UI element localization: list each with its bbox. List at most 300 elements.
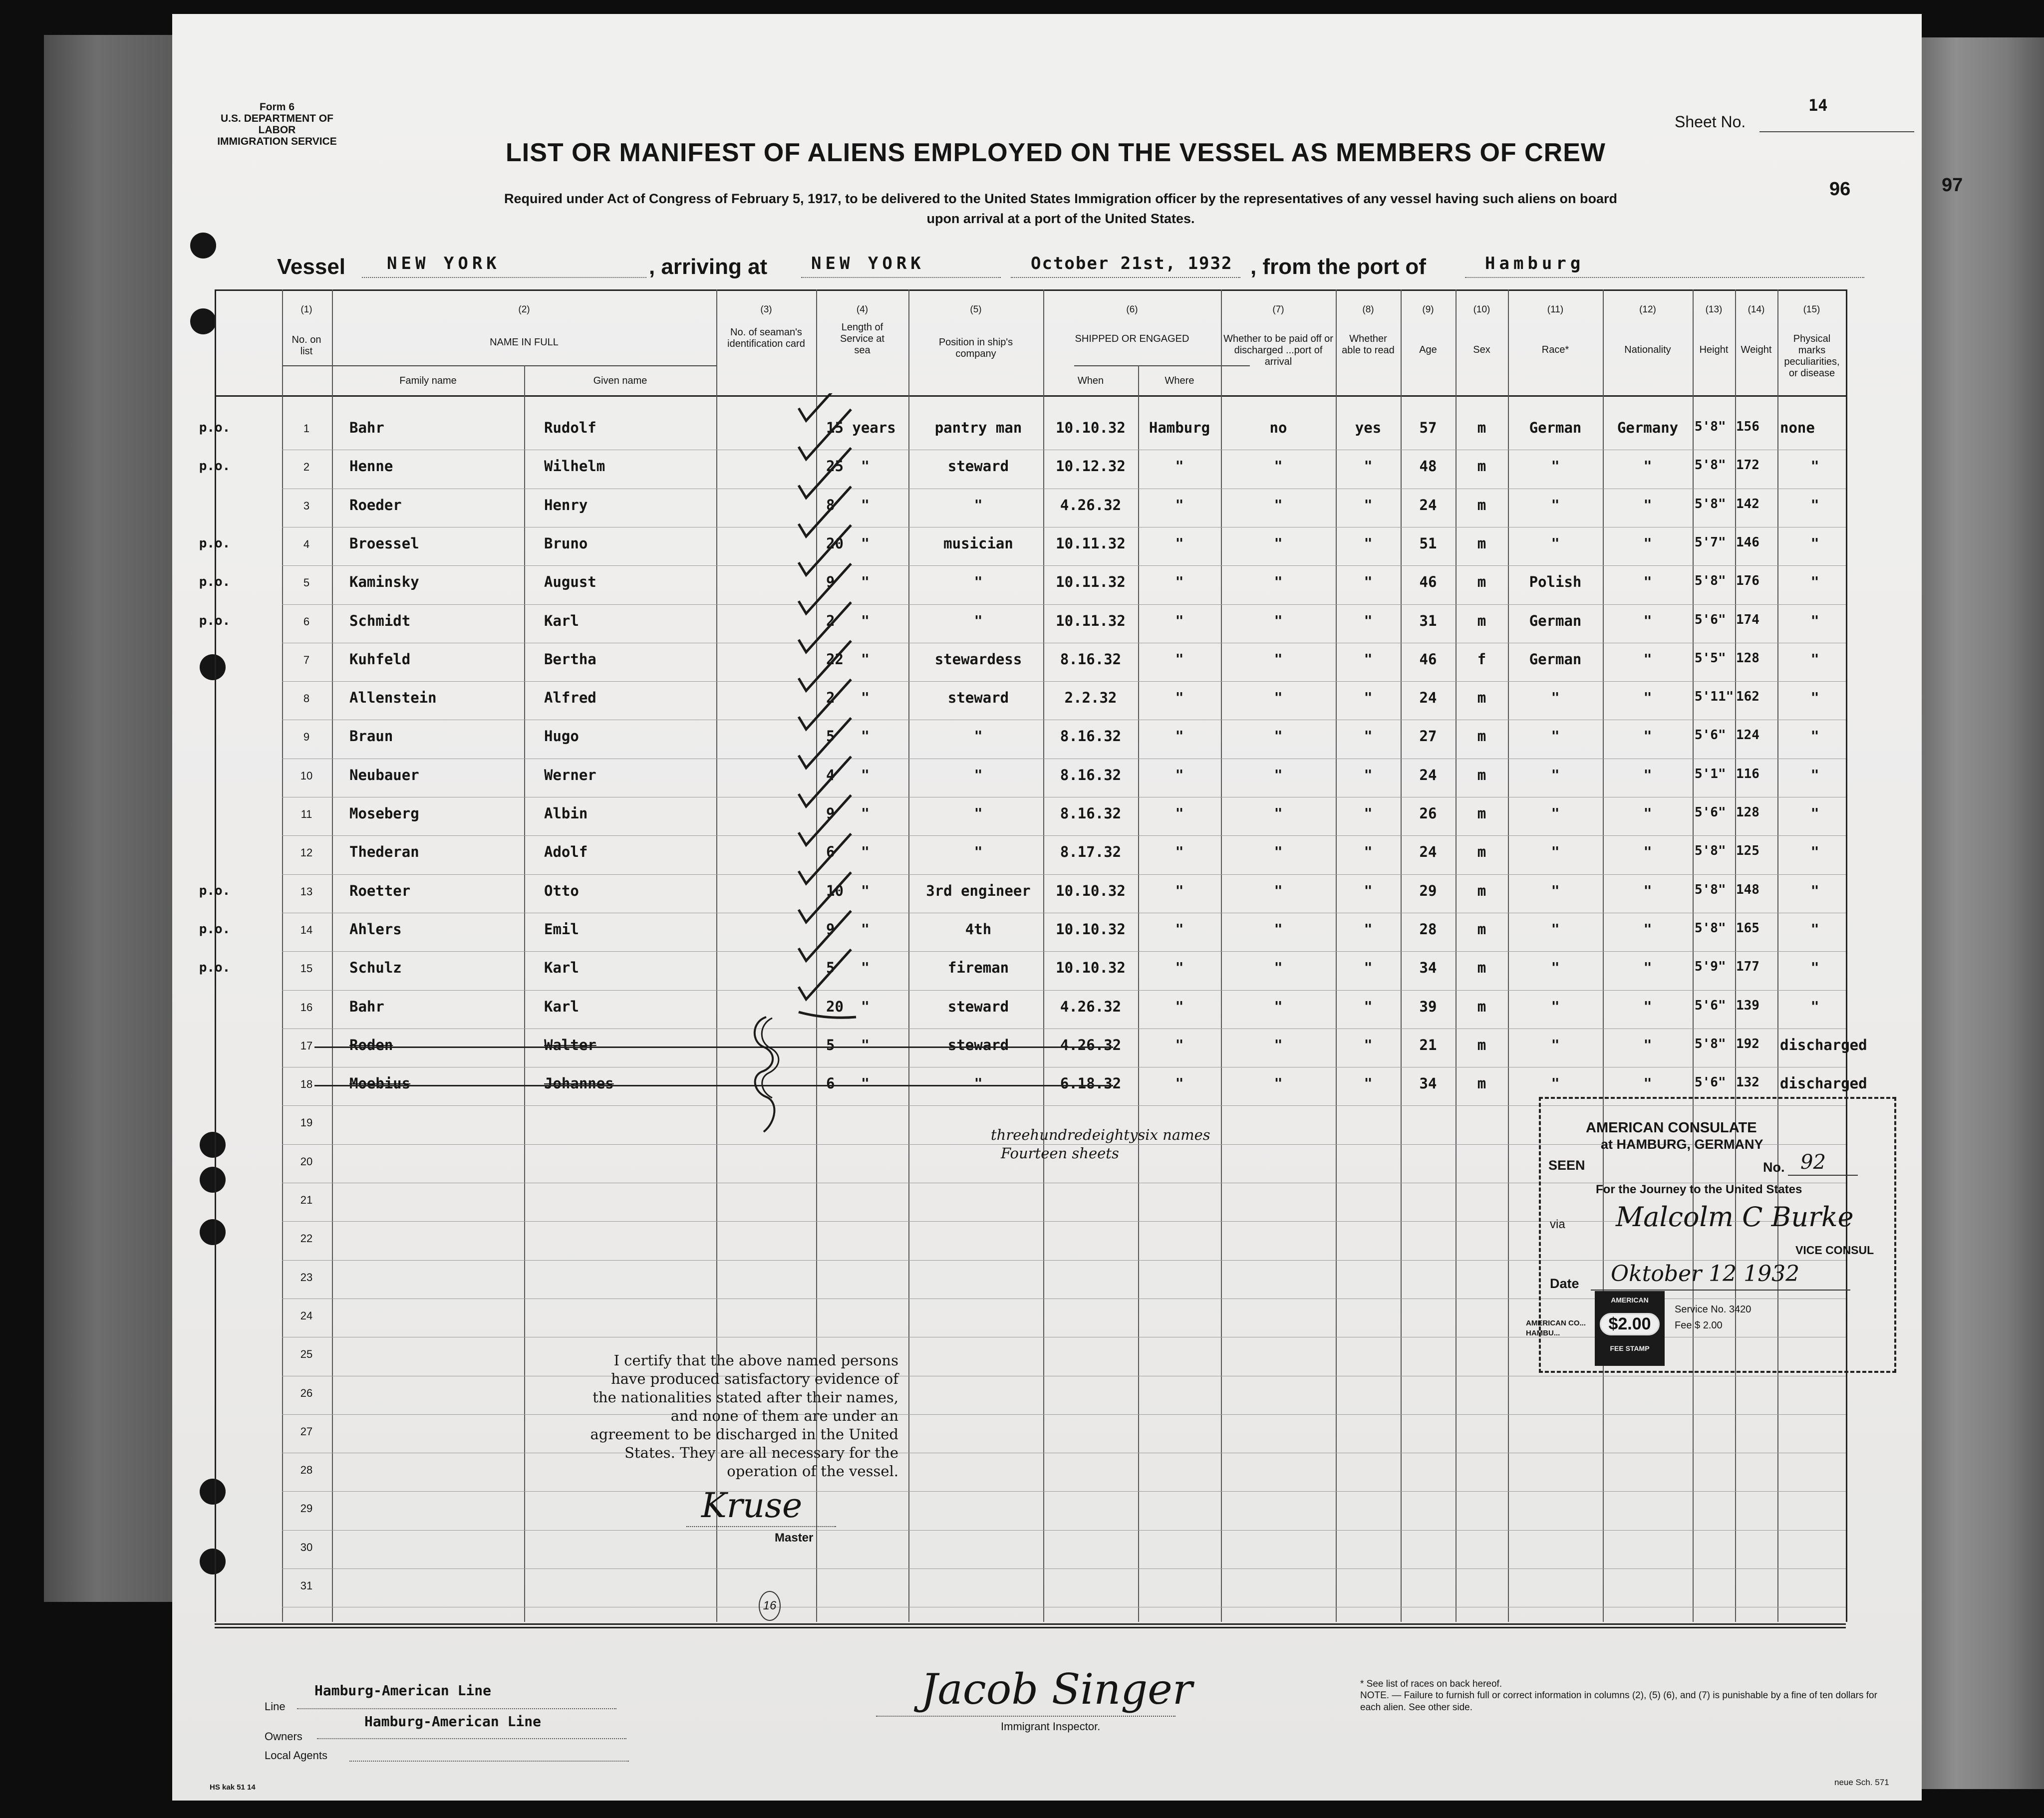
ditto-mark: " [1175,1036,1184,1053]
cell-weight: 174 [1736,612,1759,627]
cell-position: steward [947,1036,1009,1053]
checkmark [799,795,851,845]
ditto-mark: " [1643,534,1652,551]
col-num-11: (11) [1547,304,1564,315]
stamp-date-value: Oktober 12 1932 [1611,1261,1800,1287]
cell-weight: 172 [1736,458,1759,473]
cell-age: 46 [1419,650,1437,668]
ditto-mark: " [1274,1075,1283,1092]
consulate-stamp [1526,1097,1896,1373]
ditto-mark: " [1643,998,1652,1015]
row-number: 23 [300,1271,313,1284]
ditto-mark: " [1274,650,1283,667]
paid-off-mark: p.o. [199,960,231,976]
col-num-2: (2) [518,304,530,315]
ditto-mark: " [1551,766,1560,783]
cell-where: Hamburg [1149,419,1210,436]
checkmark [799,525,851,575]
owners-label: Owners [265,1730,302,1743]
master-signature: Kruse [701,1486,803,1526]
ditto-mark: " [1551,882,1560,899]
ditto-mark: " [861,728,870,745]
cell-when: 10.10.32 [1056,920,1126,938]
cell-service: 5 [826,1036,835,1053]
ditto-mark: " [1364,882,1373,899]
check-tail [799,1012,856,1018]
col-num-6: (6) [1126,304,1138,315]
column-rule [332,289,333,1622]
row-number: 4 [303,537,310,550]
line-label: Line [265,1700,286,1713]
cell-given: Otto [544,882,579,899]
ditto-mark: " [1274,805,1283,821]
cell-family: Thederan [349,843,419,861]
cell-service: 5 [826,728,835,745]
row-rule [282,1530,1846,1531]
cell-family: Moseberg [349,805,419,822]
header-when: When [1077,375,1104,386]
cell-given: Emil [544,920,579,938]
header-race: Race* [1541,344,1569,355]
footer-divider [215,1627,1846,1628]
cell-when: 10.11.32 [1056,534,1126,552]
ditto-mark: " [1643,612,1652,629]
ditto-mark: " [1810,959,1819,976]
handwritten-count-note [991,1126,1500,1163]
cell-sex: m [1477,728,1486,745]
col-num-13: (13) [1705,304,1723,315]
vessel-line [272,250,1869,289]
service-number: Service No. 3420 [1675,1304,1752,1315]
row-number: 28 [300,1464,313,1477]
paid-off-mark: p.o. [199,420,231,435]
cell-weight: 176 [1736,573,1759,589]
ditto-mark: " [1364,496,1373,513]
col-num-8: (8) [1362,304,1374,315]
cell-height: 5'8" [1695,573,1726,589]
column-rule [1138,365,1139,1622]
ditto-mark: " [1551,1075,1560,1092]
name-subheader-divider [282,365,716,366]
stamp-date-label: Date [1550,1276,1579,1291]
cell-given: Hugo [544,728,579,745]
cell-weight: 156 [1736,419,1759,434]
column-rule [1693,289,1694,1622]
paid-off-mark: p.o. [199,535,231,551]
cell-paid: no [1269,419,1287,436]
cell-position: steward [947,458,1009,475]
cell-height: 5'7" [1695,534,1726,550]
ditto-mark: " [1810,843,1819,860]
cell-given: Bertha [544,650,596,668]
ditto-mark: " [1810,650,1819,667]
cell-sex: m [1477,573,1486,591]
note-line: threehundredeightysix names [991,1126,1210,1143]
ditto-mark: " [1175,573,1184,590]
arriving-label: , arriving at [649,255,768,279]
cell-given: Henry [544,496,588,514]
cell-sex: m [1477,920,1486,938]
document-subtitle [347,189,1774,229]
cell-sex: m [1477,882,1486,899]
ditto-mark: " [1551,1036,1560,1053]
row-number: 15 [300,962,313,975]
ditto-mark: " [1810,534,1819,551]
cell-service: 10 [826,882,844,899]
strike-brackets [746,1012,786,1142]
ditto-mark: " [861,650,870,667]
cell-sex: m [1477,496,1486,514]
cell-age: 46 [1419,573,1437,591]
cell-age: 31 [1419,612,1437,629]
row-number: 19 [300,1116,313,1129]
ditto-mark: " [1274,458,1283,475]
races-note: * See list of races on back hereof. [1360,1679,1502,1689]
line-value: Hamburg-American Line [314,1682,492,1699]
cell-height: 5'8" [1695,419,1726,434]
ditto-mark: " [974,805,983,821]
ditto-mark: " [1175,998,1184,1015]
cell-position: steward [947,689,1009,707]
cell-when: 10.11.32 [1056,573,1126,591]
checkmark-column [796,393,911,1042]
cell-nat: Germany [1617,419,1679,436]
ditto-mark: " [1274,1036,1283,1053]
ditto-mark: " [1175,728,1184,745]
cell-height: 5'9" [1695,959,1726,975]
ditto-mark: " [1274,496,1283,513]
sheet-label: Sheet No. [1675,113,1746,131]
row-rule [282,1414,1846,1415]
header-physical-marks: Physical marks peculiarities, or disease [1784,333,1840,379]
page-mark: 16 [759,1591,781,1621]
row-number: 17 [300,1039,313,1052]
column-rule [1336,289,1337,1622]
cell-family: Allenstein [349,689,437,707]
cell-given: Karl [544,612,579,629]
cell-height: 5'6" [1695,998,1726,1013]
row-number: 5 [303,576,310,589]
column-rule [1846,289,1847,1622]
header-sex: Sex [1473,344,1490,355]
strike-through-line [314,1046,1113,1048]
fee-stamp-top: AMERICAN [1611,1296,1649,1304]
cell-given: Karl [544,998,579,1015]
cell-race: German [1529,612,1582,629]
cell-height: 5'8" [1695,458,1726,473]
header-divider [215,395,1846,397]
ditto-mark: " [861,496,870,513]
ditto-mark: " [1175,689,1184,706]
cell-height: 5'8" [1695,1036,1726,1051]
cell-race: German [1529,419,1582,436]
binder-hole [190,233,216,259]
cell-service: 22 [826,650,844,668]
cell-service: 9 [826,805,835,822]
ditto-mark: " [1551,728,1560,745]
note-line: Fourteen sheets [1001,1145,1119,1162]
penalty-note: NOTE. — Failure to furnish full or correct information in columns (2), (5) (6), and (7) is punishable by a fine of ten dollars for each alien. See other side. [1360,1690,1877,1713]
ditto-mark: " [1551,959,1560,976]
form-code: HS kak 51 14 [210,1783,256,1792]
ditto-mark: " [1551,920,1560,937]
inspector-label: Immigrant Inspector. [1001,1720,1101,1733]
column-rule [1221,289,1222,1622]
cell-when: 10.10.32 [1056,882,1126,899]
ditto-mark: " [1364,920,1373,937]
sheet-underline [1759,131,1914,132]
cell-marks: discharged [1780,1075,1867,1092]
ditto-mark: " [861,1075,870,1092]
cell-family: Roetter [349,882,411,899]
stamp-seen: SEEN [1548,1158,1585,1173]
ditto-mark: " [1274,689,1283,706]
cell-given: Bruno [544,534,588,552]
ditto-mark: " [861,1036,870,1053]
row-number: 7 [303,653,310,666]
cell-age: 34 [1419,959,1437,977]
ditto-mark: " [1643,496,1652,513]
ditto-mark: " [1364,650,1373,667]
vessel-name-line [362,277,646,278]
cell-race: German [1529,650,1582,668]
row-rule [282,874,1846,875]
stamp-via: via [1550,1218,1565,1231]
checkmark [799,564,851,614]
cell-given: Wilhelm [544,458,605,475]
fee-stamp-value: $2.00 [1600,1313,1660,1335]
cell-family: Roden [349,1036,393,1053]
cell-age: 39 [1419,998,1437,1015]
row-number: 2 [303,461,310,474]
ditto-mark: " [1364,612,1373,629]
ditto-mark: " [1551,805,1560,821]
agents-underline [349,1761,629,1762]
header-id-card: No. of seaman's identification card [727,327,805,349]
cell-given: Alfred [544,689,596,707]
line-underline [297,1708,616,1709]
checkmark [799,834,851,884]
checkmark [799,448,851,498]
fee-amount: Fee $ 2.00 [1675,1320,1723,1331]
header-age: Age [1419,344,1437,355]
column-rule [1043,289,1044,1622]
column-rule [282,289,283,1622]
ditto-mark: " [1810,573,1819,590]
ditto-mark: " [1643,689,1652,706]
cell-sex: m [1477,998,1486,1015]
cell-service: 9 [826,920,835,938]
cell-age: 51 [1419,534,1437,552]
cell-race: Polish [1529,573,1582,591]
col-num-1: (1) [300,304,312,315]
row-number: 18 [300,1078,313,1091]
header-length-service: Length of Service at sea [840,322,884,356]
ditto-mark: " [974,573,983,590]
cell-weight: 139 [1736,998,1759,1013]
cell-family: Schulz [349,959,402,977]
ditto-mark: " [861,882,870,899]
ditto-mark: " [861,998,870,1015]
departure-port-line [1465,277,1864,278]
cell-weight: 177 [1736,959,1759,975]
cell-when: 4.26.32 [1060,998,1122,1015]
cell-sex: m [1477,959,1486,977]
col-num-4: (4) [856,304,869,315]
cell-sex: m [1477,805,1486,822]
cell-service: 20 [826,998,844,1015]
cell-sex: m [1477,766,1486,783]
master-signature-line [686,1526,836,1527]
cell-when: 4.26.32 [1060,496,1122,514]
ditto-mark: " [1643,766,1652,783]
cell-sex: m [1477,612,1486,629]
ditto-mark: " [1810,766,1819,783]
cell-age: 28 [1419,920,1437,938]
cell-sex: m [1477,689,1486,707]
stamp-vice-consul: VICE CONSUL [1795,1244,1874,1257]
ditto-mark: " [1364,573,1373,590]
ditto-mark: " [1643,728,1652,745]
paid-off-mark: p.o. [199,613,231,628]
row-rule [282,681,1846,682]
strike-through-line [314,1085,1113,1086]
cell-sex: f [1477,650,1486,668]
ditto-mark: " [1274,612,1283,629]
cell-age: 29 [1419,882,1437,899]
column-rule [215,289,216,1622]
col-num-3: (3) [760,304,772,315]
ditto-mark: " [1643,959,1652,976]
schedule-number: neue Sch. 571 [1834,1778,1889,1787]
cell-age: 24 [1419,496,1437,514]
ditto-mark: " [1810,689,1819,706]
column-rule [1508,289,1509,1622]
ditto-mark: " [1274,843,1283,860]
ditto-mark: " [1364,534,1373,551]
cell-age: 26 [1419,805,1437,822]
cell-given: Rudolf [544,419,596,436]
stamp-consulate: AMERICAN CONSULATE [1586,1120,1757,1136]
ditto-mark: " [861,959,870,976]
cell-height: 5'6" [1695,728,1726,743]
ditto-mark: " [861,573,870,590]
col-num-9: (9) [1422,304,1434,315]
ditto-mark: " [1551,843,1560,860]
cell-given: Johannes [544,1075,614,1092]
cell-family: Bahr [349,998,384,1015]
cell-weight: 128 [1736,650,1759,666]
ditto-mark: " [861,534,870,551]
ditto-mark: " [1643,650,1652,667]
ditto-mark: " [1551,458,1560,475]
service-name: IMMIGRATION SERVICE [217,136,337,147]
row-rule [282,1568,1846,1569]
row-rule [282,565,1846,566]
cell-given: Karl [544,959,579,977]
cell-given: Adolf [544,843,588,861]
row-number: 22 [300,1232,313,1245]
col-num-12: (12) [1639,304,1656,315]
cell-weight: 124 [1736,728,1759,743]
cell-sex: m [1477,419,1486,436]
stamp-location: at HAMBURG, GERMANY [1601,1137,1763,1152]
ditto-mark: " [1274,882,1283,899]
row-number: 29 [300,1502,313,1515]
cell-given: August [544,573,596,591]
ditto-mark: " [1810,612,1819,629]
cell-position: pantry man [934,419,1022,436]
ditto-mark: " [974,1075,983,1092]
ditto-mark: " [1274,534,1283,551]
cell-given: Werner [544,766,596,783]
cell-given: Albin [544,805,588,822]
ditto-mark: " [1810,728,1819,745]
checkmark [799,950,851,1000]
cell-height: 5'5" [1695,650,1726,666]
cell-family: Henne [349,458,393,475]
underlying-page-right [1918,37,2044,1789]
cell-age: 48 [1419,458,1437,475]
col-num-10: (10) [1473,304,1490,315]
ditto-mark: " [1364,805,1373,821]
cell-age: 24 [1419,689,1437,707]
inspector-signature-line [876,1716,1175,1717]
row-number: 25 [300,1348,313,1361]
column-rule [1603,289,1604,1622]
cell-service: 15 years [826,419,896,436]
cell-family: Braun [349,728,393,745]
col-num-15: (15) [1803,304,1820,315]
cell-weight: 146 [1736,534,1759,550]
paid-off-mark: p.o. [199,574,231,590]
cell-family: Kuhfeld [349,650,411,668]
cell-marks: none [1780,419,1815,436]
manifest-sheet [172,14,1922,1801]
ditto-mark: " [861,805,870,821]
cell-when: 4.26.32 [1060,1036,1122,1053]
ditto-mark: " [1175,496,1184,513]
document-title: LIST OR MANIFEST OF ALIENS EMPLOYED ON THE VESSEL AS MEMBERS OF CREW [506,138,1606,167]
header-position: Position in ship's company [938,337,1013,359]
ditto-mark: " [1364,1036,1373,1053]
checkmark [799,602,851,652]
stamp-no-value: 92 [1800,1151,1826,1174]
cell-height: 5'6" [1695,612,1726,627]
cell-when: 8.16.32 [1060,728,1122,745]
cell-height: 5'8" [1695,496,1726,512]
col-num-14: (14) [1748,304,1765,315]
row-number: 30 [300,1541,313,1554]
ditto-mark: " [1810,805,1819,821]
header-able-read: Whether able to read [1342,333,1395,356]
ditto-mark: " [974,766,983,783]
cell-position: 3rd engineer [926,882,1031,899]
ditto-mark: " [1364,1075,1373,1092]
vessel-name: NEW YORK [387,254,501,273]
ditto-mark: " [1551,496,1560,513]
master-label: Master [775,1531,814,1545]
ditto-mark: " [974,496,983,513]
cell-weight: 125 [1736,843,1759,859]
crew-manifest-table [199,289,1867,1623]
stamp-date-underline [1591,1290,1850,1291]
cell-position: steward [947,998,1009,1015]
certification-text: I certify that the above named persons have produced satisfactory evidence of the nationalities stated after their names, and none of them are under an agreement to be discharged in the United States. They are all necessary for the operation of the vessel. [590,1352,898,1480]
row-number: 31 [300,1579,313,1592]
cell-when: 8.16.32 [1060,766,1122,783]
consul-signature: Malcolm C Burke [1616,1201,1854,1233]
